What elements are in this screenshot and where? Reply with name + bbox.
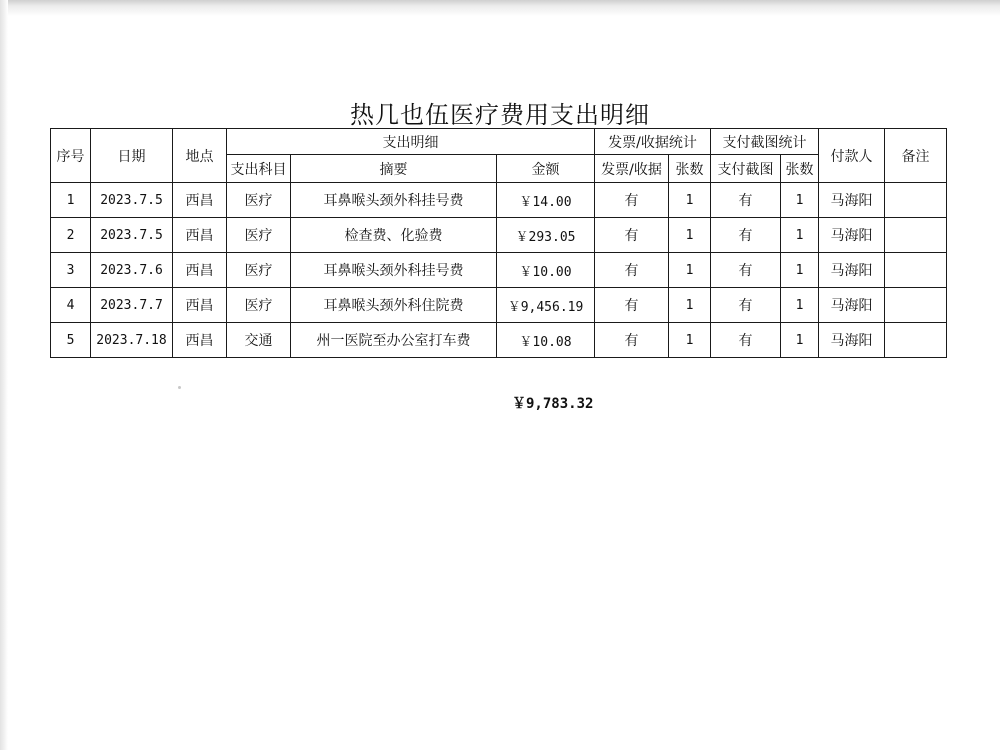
cell-screenshot: 有 [711, 323, 781, 358]
header-seq: 序号 [51, 129, 91, 183]
cell-place: 西昌 [173, 253, 227, 288]
cell-invoice: 有 [595, 288, 669, 323]
table-row [51, 323, 947, 358]
header-payer: 付款人 [819, 129, 885, 183]
header-screenshot-group: 支付截图统计 [711, 129, 819, 155]
table-row [51, 183, 947, 218]
table-row [51, 253, 947, 288]
cell-remark [885, 288, 947, 323]
cell-date: 2023.7.18 [91, 323, 173, 358]
cell-screenshot: 有 [711, 218, 781, 253]
cell-amount: ￥10.08 [497, 323, 595, 358]
cell-invoice-count: 1 [669, 183, 711, 218]
cell-seq: 1 [51, 183, 91, 218]
table-row [51, 218, 947, 253]
cell-date: 2023.7.7 [91, 288, 173, 323]
cell-invoice: 有 [595, 183, 669, 218]
cell-date: 2023.7.5 [91, 218, 173, 253]
cell-invoice: 有 [595, 218, 669, 253]
cell-seq: 3 [51, 253, 91, 288]
cell-amount: ￥9,456.19 [497, 288, 595, 323]
table-header [51, 129, 947, 183]
cell-summary: 耳鼻喉头颈外科住院费 [291, 288, 497, 323]
cell-invoice-count: 1 [669, 323, 711, 358]
cell-invoice-count: 1 [669, 218, 711, 253]
cell-remark [885, 323, 947, 358]
cell-summary: 耳鼻喉头颈外科挂号费 [291, 253, 497, 288]
cell-date: 2023.7.6 [91, 253, 173, 288]
cell-screenshot: 有 [711, 183, 781, 218]
cell-amount: ￥293.05 [497, 218, 595, 253]
cell-screenshot-count: 1 [781, 253, 819, 288]
cell-category: 医疗 [227, 183, 291, 218]
cell-payer: 马海阳 [819, 183, 885, 218]
cell-amount: ￥10.00 [497, 253, 595, 288]
grand-total: ￥9,783.32 [512, 396, 594, 412]
scan-edge-shadow-top [0, 0, 1000, 16]
header-category: 支出科目 [227, 155, 291, 183]
cell-seq: 4 [51, 288, 91, 323]
cell-summary: 州一医院至办公室打车费 [291, 323, 497, 358]
cell-remark [885, 218, 947, 253]
header-invoice-count: 张数 [669, 155, 711, 183]
header-invoice-group: 发票/收据统计 [595, 129, 711, 155]
cell-date: 2023.7.5 [91, 183, 173, 218]
cell-place: 西昌 [173, 288, 227, 323]
expense-table [50, 128, 947, 358]
cell-seq: 2 [51, 218, 91, 253]
document-title: 热几也伍医疗费用支出明细 [350, 101, 650, 129]
cell-screenshot: 有 [711, 288, 781, 323]
cell-payer: 马海阳 [819, 288, 885, 323]
header-amount: 金额 [497, 155, 595, 183]
cell-invoice: 有 [595, 253, 669, 288]
header-remark: 备注 [885, 129, 947, 183]
cell-amount: ￥14.00 [497, 183, 595, 218]
cell-place: 西昌 [173, 218, 227, 253]
table-row [51, 288, 947, 323]
cell-remark [885, 253, 947, 288]
cell-summary: 耳鼻喉头颈外科挂号费 [291, 183, 497, 218]
cell-invoice-count: 1 [669, 253, 711, 288]
table-body [51, 183, 947, 358]
cell-category: 交通 [227, 323, 291, 358]
cell-remark [885, 183, 947, 218]
cell-payer: 马海阳 [819, 253, 885, 288]
header-date: 日期 [91, 129, 173, 183]
cell-screenshot-count: 1 [781, 183, 819, 218]
header-screenshot: 支付截图 [711, 155, 781, 183]
header-screenshot-count: 张数 [781, 155, 819, 183]
cell-screenshot: 有 [711, 253, 781, 288]
scan-speck [178, 386, 181, 389]
cell-screenshot-count: 1 [781, 323, 819, 358]
cell-category: 医疗 [227, 218, 291, 253]
cell-screenshot-count: 1 [781, 218, 819, 253]
cell-seq: 5 [51, 323, 91, 358]
cell-place: 西昌 [173, 183, 227, 218]
cell-screenshot-count: 1 [781, 288, 819, 323]
cell-payer: 马海阳 [819, 323, 885, 358]
cell-invoice-count: 1 [669, 288, 711, 323]
header-place: 地点 [173, 129, 227, 183]
cell-place: 西昌 [173, 323, 227, 358]
header-summary: 摘要 [291, 155, 497, 183]
cell-category: 医疗 [227, 253, 291, 288]
cell-invoice: 有 [595, 323, 669, 358]
cell-payer: 马海阳 [819, 218, 885, 253]
header-invoice: 发票/收据 [595, 155, 669, 183]
cell-category: 医疗 [227, 288, 291, 323]
cell-summary: 检查费、化验费 [291, 218, 497, 253]
header-detail-group: 支出明细 [227, 129, 595, 155]
